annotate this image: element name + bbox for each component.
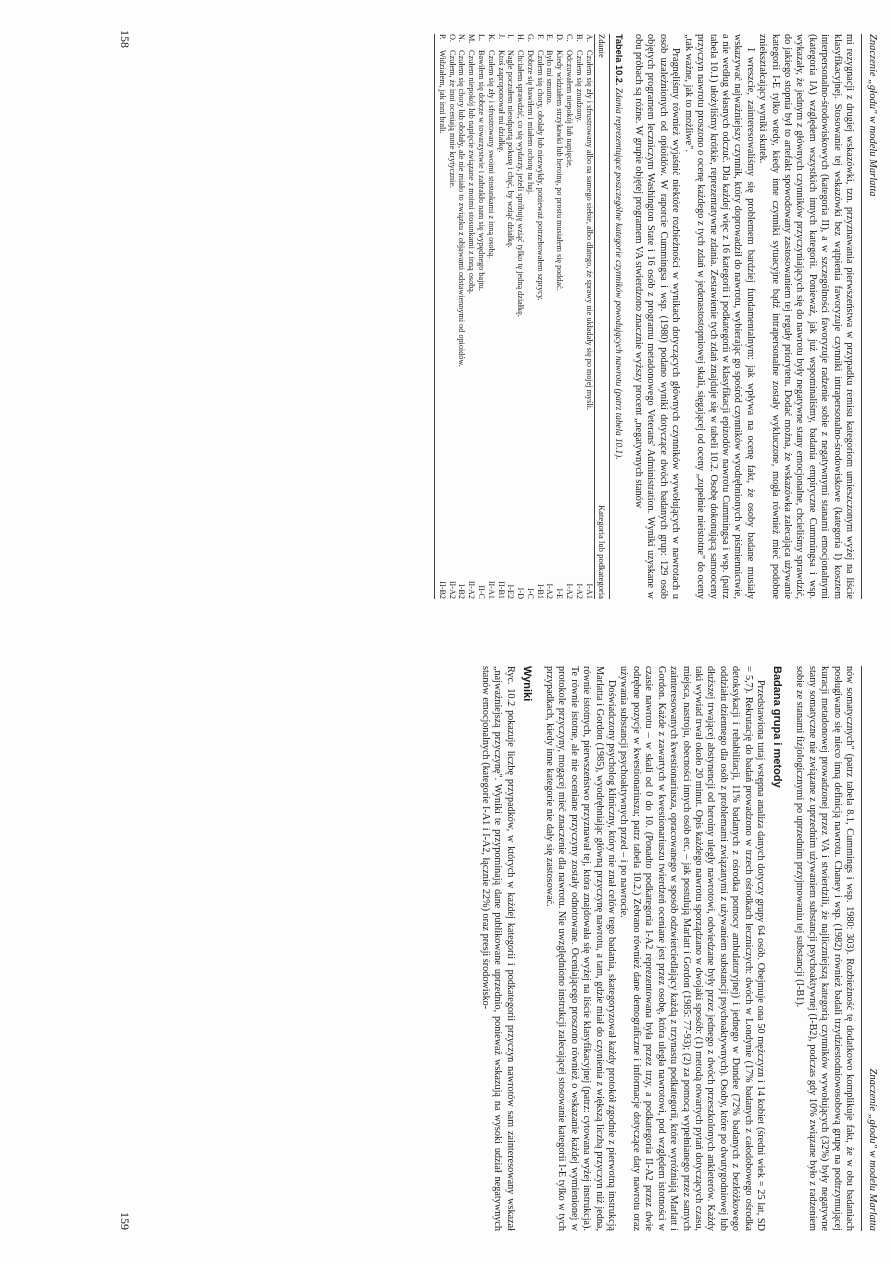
page-number: 158 <box>118 30 132 48</box>
row-key: K. <box>486 34 496 42</box>
row-sentence: Chciałem sprawdzić, co się wydarzy, jeżeli spróbuję wziąć tylko tę jedną działkę. <box>516 50 526 317</box>
row-category: II-C <box>476 585 486 599</box>
table-row <box>574 34 584 599</box>
table-header-right: Kategoria lub podkategoria <box>596 504 607 599</box>
table-row <box>457 34 467 599</box>
body-paragraph: Pragnęliśmy również wyjaśnić niektóre rozbieżności w wynikach dotyczących głównych czynników wywołujących w nawrotach u osób uzależnionych od opioidów. W raporcie Cummingsa i wsp. (1980) podano wyniki dotyczące dwóch badanych grup: 129 osób objętych programem leczniczym Washington State i 16 osób z programu metadonowego Veterans' Administration. Wyniki uzyskane w obu próbach są różne. W grupie objętej programem VA stwierdzono znacznie wyższy procent „negatywnych stanów <box>633 34 682 599</box>
table-row <box>466 34 476 599</box>
table-row <box>555 34 565 599</box>
row-sentence: Czułem się zły i sfrustrowany albo na samego siebie, albo dlatego, że sprawy nie układały się po mojej myśli. <box>584 50 594 410</box>
row-category: I-D <box>516 587 526 599</box>
body-paragraph: nów somatycznych" (patrz tabela 8.1, Cummings i wsp. 1980: 303). Rozbieżność tę dodatkowo komplikuje fakt, że w obu badaniach posługiwano się nieco inną definicją nawrotu. Chaney i wsp. (1982) również badali trzydziestodniowosobową grupę na podtrzymującej kuracji metadonowej prowadzonej przez VA i stwierdzili, że najliczniejszą kategorią czynników wywołujących (32%) były negatywne stany somatyczne nie związane z uprzednim używaniem substancji psychoaktywnej (I-B2), podczas gdy 10% związane było z radzeniem sobie ze stanami fizjologicznymi po uprzednim przyjmowaniu tej substancji (I-B1). <box>794 666 855 1231</box>
row-key: G. <box>525 34 535 42</box>
row-key: H. <box>516 34 526 42</box>
table-row <box>564 34 574 599</box>
row-category: II-A2 <box>447 580 457 599</box>
row-category: II-B1 <box>496 581 506 599</box>
row-category: I-C <box>525 588 535 599</box>
row-category: I-E2 <box>506 584 516 599</box>
row-key: J. <box>496 34 506 40</box>
row-sentence: Ktoś zaproponował mi działkę. <box>496 50 506 153</box>
row-category: I-A2 <box>565 583 575 599</box>
row-key: N. <box>457 34 467 42</box>
row-category: I-B1 <box>535 583 545 599</box>
row-sentence: Czułem się chory lub obolały, ale nie miało to związku z objawami odstawiennymi od opioidów. <box>457 50 467 367</box>
table-body <box>437 34 594 599</box>
table-caption-text: Zdania reprezentujące poszczególne kategorie czynników powodujących nawrotu (patrz tabela 10.1). <box>613 87 624 460</box>
table-caption <box>613 34 624 599</box>
row-category: II-A2 <box>467 580 477 599</box>
table-row <box>496 34 506 599</box>
row-key: C. <box>565 34 575 42</box>
row-sentence: Odczuwałem niepokój lub napięcie. <box>565 50 575 168</box>
table-header-left: Zdanie <box>596 34 607 58</box>
table-row <box>476 34 486 599</box>
row-key: M. <box>467 34 477 44</box>
page-158-text-block <box>434 34 878 599</box>
row-key: E. <box>545 34 555 42</box>
row-key: O. <box>447 34 457 42</box>
row-key: A. <box>584 34 594 42</box>
row-key: P. <box>437 34 447 40</box>
row-key: L. <box>476 34 486 42</box>
row-key: I. <box>506 34 516 39</box>
table-row <box>545 34 555 599</box>
body-paragraph: I wreszcie, zainteresowaliśmy się problemem bardziej fundamentalnym: jak wpływa na ocenę fakt, że osoby badane musiały wskazywać najważniejszy czynnik, który doprowadził do nawrotu, wybierając go spośród czynników wyodrębnionych w piśmiennictwie, a nie według własnych odczuć. Dla każdej więc z 16 kategorii i podkategorii w klasyfikacji epizodów nawrotu Cummingsa i wsp. (patrz tabela 10.1) ułożyliśmy krótkie, reprezentatywne zdania. Zestawienie tych zdań znajduje się w tabeli 10.2. Osobę dokonującą samooceny przyczyn nawrotu proszono o ocenę każdego z tych zdań w jedenastostopniowej skali, sięgającej od oceny „zupełnie nieistotne" do oceny „tak ważne, jak to możliwe". <box>682 34 756 599</box>
row-category: I-E <box>555 588 565 599</box>
running-head: Znaczenie „głodu" w modelu Marlatta <box>861 34 878 599</box>
row-sentence: Dobrze się bawiłem i miałem ochotę na haj. <box>525 50 535 195</box>
section-heading: Wyniki <box>520 666 533 702</box>
body-paragraph: Przedstawiona tutaj wstępna analiza danych dotyczy grupy 64 osób. Obejmuje ona 50 mężczyzn i 14 kobiet (średni wiek = 25 lat, SD = 5,7). Rekrutację do badań prowadzono w trzech ośrodkach leczniczych: dwóch w Londynie (17% badanych z całodobowego ośrodka detoksykacji i rehabilitacji, 11% badanych z ośrodka pomocy ambulatoryjnej) i jednego w Dundee (72% badanych z bezłóżkowego oddziału dziennego dla osób z problemami związanymi z używaniem substancji psychoaktywnych). Osoby, które po dwutygodniowej lub dłuższej trwającej abstynencji od heroiny uległy nawrotowi, odwiedzane były przez jednego z dwóch przeszkolonych ankieterów. Każdy taki wywiad trwał około 20 minut. Opis każdego nawrotu sporządzano w dwojaki sposób: (1) metodą otwartych pytań dotyczących czasu, miejsca, nastroju, obecności innych osób etc. – jak postulują Marlatt i Gordon (1985: 77-93); (2) za pomocą wypełnianego przez samych zainteresowanych kwestionariusza, opracowanego w sposób odzwierciedlający każdą z trzynastu podkategorii, które wyróżniają Marlatt i Gordon. Każde z zawartych w kwestionariuszu twierdzeń oceniane jest przez osobę, która uległa nawrotowi, pod względem istotności w czasie nawrotu – w skali od 0 do 10. (Ponadto podkategoria I-A2 reprezentowana była przez trzy, a podkategoria II-A2 przez dwie odrębne pozycje w kwestionariuszu; patrz tabela 10.2.) Zebrano również dane demograficzne i informacje dotyczące daty nawrotu oraz używania substancji psychoaktywnych przed – i po nawrocie. <box>618 666 766 1231</box>
body-paragraph: Ryc. 10.2 pokazuje liczbę przypadków, w których w każdej kategorii i podkategorii przyczyn nawrotów sam zainteresowany wskazał „najważniejszą przyczynę". Wyniki te przypominają dane publikowane uprzednio, ponieważ wskazują na wysoki udział negatywnych stanów emocjonalnych (kategorie I-A1 i I-A2, łącznie 22%) oraz presji środowisko- <box>479 666 516 1231</box>
row-key: B. <box>574 34 584 42</box>
table-row <box>437 34 447 599</box>
row-category: I-A2 <box>545 583 555 599</box>
table-row <box>506 34 516 599</box>
row-sentence: Czułem, że inni oceniają mnie krytycznie. <box>447 50 457 188</box>
row-sentence: Czułem się chory, obolały lub niezwykły, ponieważ potrzebowałem szprycy. <box>535 50 545 301</box>
row-key: F. <box>535 34 545 40</box>
body-paragraph: Doświadczony psycholog kliniczny, który nie znał celów tego badania, skategoryzował każdy protokół zgodnie z pierwotną instrukcją Marlatta i Gordon (1985), wyodrębniając główną przyczynę nawrotu, a tam, gdzie miał do czynienia z większą liczbą przyczyn niż jedna, równie istotnych, pierwszeństwo przyznawał tej, która znajdowała się wyżej na liście klasyfikacyjnej (patrz: cytowana wyżej instrukcja). Te równie istotne, ale nie oceniane przyczyny zostały odnotowane. Oceniającego proszono również o wskazanie każdej wymienionej w protokole przyczyny, mogącej mieć znaczenie dla nawrotu. Nie uwzględniono instrukcji zalecającej stosowanie kategorii I-E tylko w tych przypadkach, kiedy inne kategorie nie dały się zastosować. <box>544 666 618 1231</box>
row-key: D. <box>555 34 565 42</box>
row-category: I-A1 <box>584 583 594 599</box>
table-row <box>486 34 496 599</box>
running-head: Znaczenie „głodu" w modelu Marlatta <box>861 666 878 1231</box>
row-sentence: Nagle poczułem nieodpartą pokusę i chęć, by wziąć działkę. <box>506 50 516 248</box>
row-category: I-B2 <box>457 583 467 599</box>
table-caption-label: Tabela 10.2. <box>613 34 624 86</box>
page-159 <box>0 632 893 1263</box>
body-paragraph: mi rezygnacji z drugiej wskazówki, tzn. przyznawania pierwszeństwa w przypadku remisu kategoriom umieszczonym wyżej na liście klasyfikacyjnej. Stosowanie tej wskazówki bez wątpienia faworyzuje czynniki intrapersonalno-środowiskowe (kategoria I) kosztem interpersonalno-środowiskowych (kategoria II), a w szczególności faworyzuje radzenie sobie z negatywnymi stanami emocjonalnymi (kategoria IA) względem wszystkich innych kategorii. Ponieważ, jak już wspominaliśmy, badania empiryczne Cummingsa i wsp. wykazały, że jednym z głównych czynników przyczyniających się do nawrotu były negatywne stany emocjonalne, chcieliśmy sprawdzić, do jakiego stopnia był to artefakt spowodowany zastosowaniem tej reguły priorytetu. Dodać można, że wskazówka zalecająca używanie kategorii I-E tylko wtedy, kiedy inne czynniki sytuacyjne bądź intrapersonalne zostały wykluczone, mogła również mieć podobne zniekształcający wyniki skutek. <box>757 34 855 599</box>
table-row <box>447 34 457 599</box>
row-sentence: Było mi smutno. <box>545 50 555 105</box>
page-159-text-block <box>478 666 878 1231</box>
table-row <box>525 34 535 599</box>
page-number: 159 <box>118 1212 132 1230</box>
row-sentence: Widziałem, jak inni brali. <box>437 50 447 134</box>
row-sentence: Czułem niepokój lub napięcie związane z moimi stosunkami z inną osobą. <box>467 50 477 294</box>
row-sentence: Kiedy widziałem strzykawki lub heroinę, po prostu musiałem się poddać. <box>555 50 565 291</box>
row-sentence: Bawiłem się dobrze w towarzystwie i zabrakło nam się wypędnego bajtu. <box>476 50 486 291</box>
table-row <box>584 34 594 599</box>
section-heading: Badana grupa i metody <box>770 666 783 788</box>
table-row <box>535 34 545 599</box>
row-category: II-A1 <box>486 580 496 599</box>
row-sentence: Czułem się zły i sfrustrowany swoimi stosunkami z inną osobą. <box>486 50 496 259</box>
page-158-rotated-content <box>104 0 884 632</box>
row-sentence: Czułem się znudzony. <box>574 50 584 122</box>
table-header <box>594 34 610 599</box>
row-category: II-B2 <box>437 581 447 599</box>
table-row <box>515 34 525 599</box>
page-159-rotated-content <box>104 632 884 1263</box>
row-category: I-A2 <box>574 583 584 599</box>
